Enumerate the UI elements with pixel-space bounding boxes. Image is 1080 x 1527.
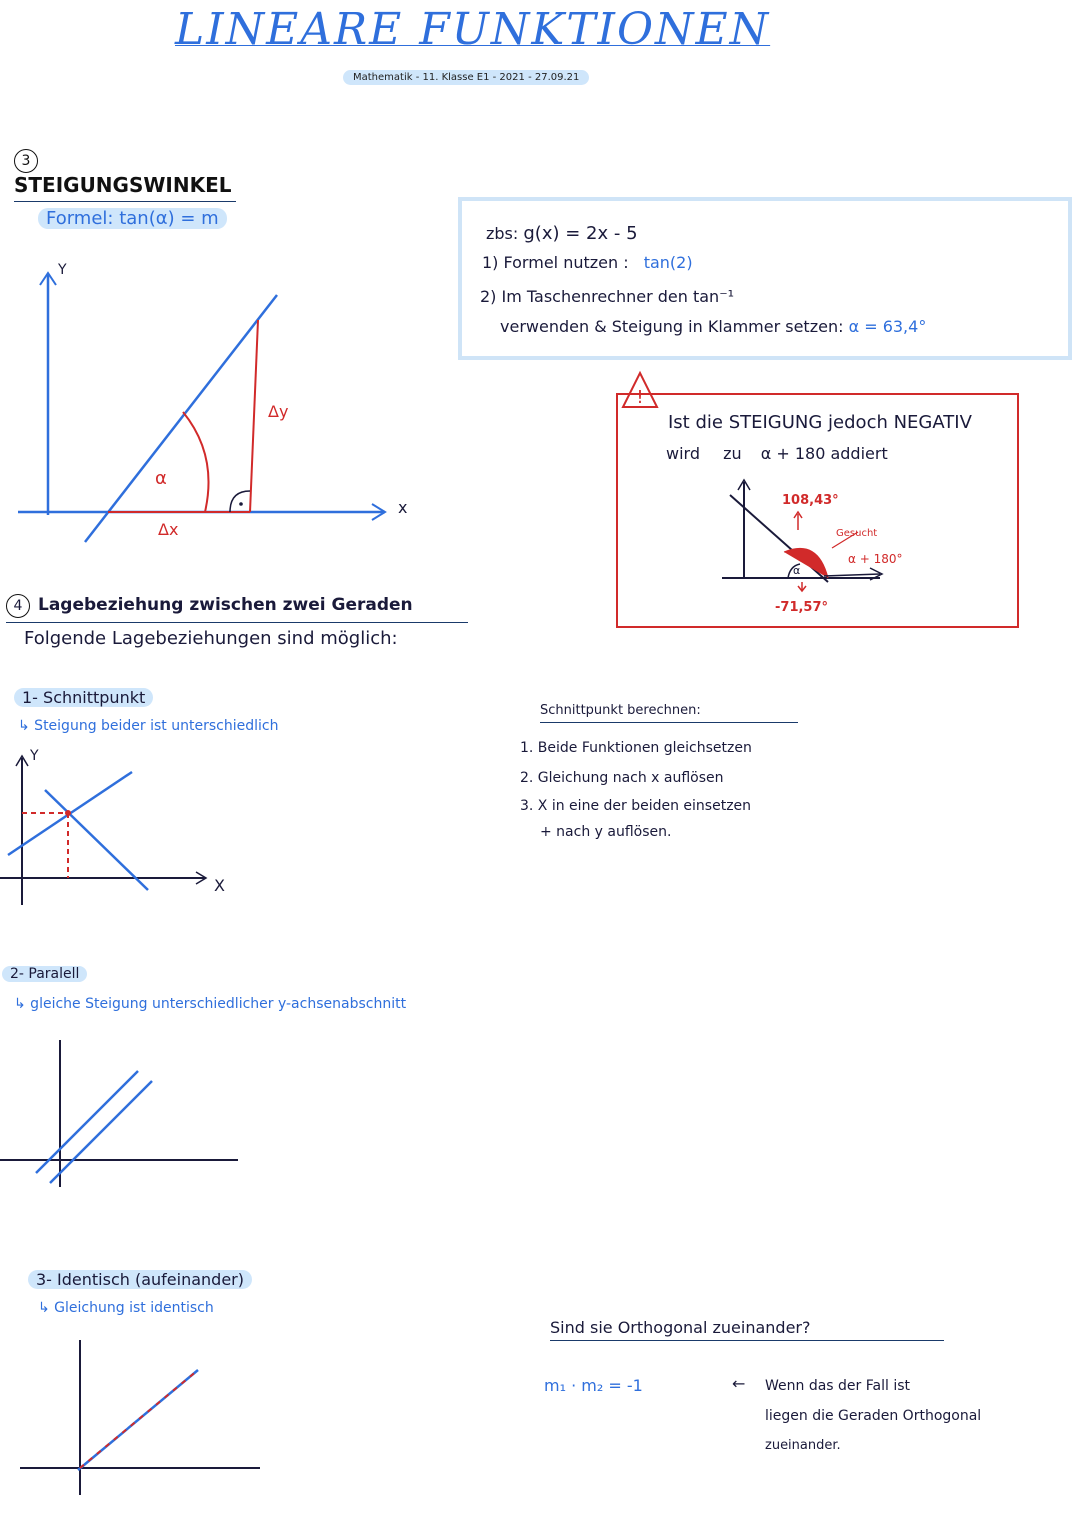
section-number: 3 (14, 149, 38, 173)
section-3-heading (14, 146, 236, 202)
example-box (458, 197, 1072, 360)
identical-lines-diagram (0, 1335, 270, 1505)
negative-bottom-value: -71,57° (775, 600, 829, 615)
orthogonal-note-1: Wenn das der Fall ist (765, 1378, 910, 1394)
example-result: α = 63,4° (848, 317, 927, 336)
intersection-calc-heading: Schnittpunkt berechnen: (540, 703, 798, 723)
item-1-title: 1- Schnittpunkt (14, 688, 153, 707)
intersection-step-3: 3. X in eine der beiden einsetzen (520, 798, 752, 814)
section-4-title: Lagebeziehung zwischen zwei Geraden (38, 595, 413, 615)
orthogonal-question: Sind sie Orthogonal zueinander? (550, 1318, 944, 1341)
slope-line (85, 295, 277, 542)
diagram-x-label: x (398, 498, 408, 517)
parallel-lines-diagram (0, 1035, 250, 1195)
delta-y-line (250, 320, 258, 512)
intersection-step-2: 2. Gleichung nach x auflösen (520, 770, 724, 786)
item-2-title: 2- Paralell (2, 966, 87, 982)
item-2-desc: ↳ gleiche Steigung unterschiedlicher y-achsenabschnitt (14, 996, 407, 1012)
diagram-alpha-label: α (155, 468, 167, 489)
diagram-y-label: Y (58, 262, 67, 278)
negative-alpha-label: α (793, 564, 801, 577)
formula-text: tan(α) = m (119, 208, 219, 229)
right-angle-dot (239, 502, 243, 506)
orthogonal-formula: m₁ · m₂ = -1 (544, 1376, 643, 1395)
slope-angle-diagram (0, 255, 440, 555)
example-tan-value: tan(2) (643, 253, 693, 272)
example-line-3: 2) Im Taschenrechner den tan⁻¹ (480, 287, 735, 306)
svg-text:!: ! (636, 387, 644, 408)
negative-top-value: 108,43° (782, 493, 839, 508)
section-4-heading (6, 594, 468, 623)
sought-formula: α + 180° (848, 552, 903, 566)
item-1-x-label: X (214, 876, 225, 895)
orthogonal-note-3: zueinander. (765, 1438, 841, 1453)
item-3-desc: ↳ Gleichung ist identisch (38, 1300, 214, 1316)
warning-word-1: wird (666, 444, 700, 463)
example-line-2 (482, 253, 693, 272)
section-number: 4 (6, 594, 30, 618)
orthogonal-note-2: liegen die Geraden Orthogonal (765, 1408, 982, 1424)
intersecting-lines-diagram (0, 750, 240, 910)
formula-label: Formel: (46, 208, 114, 229)
section-3-title: STEIGUNGSWINKEL (14, 173, 232, 197)
diagram-dx-label: Δx (158, 520, 179, 539)
intersection-step-4: + nach y auflösen. (540, 824, 672, 840)
alpha-arc (183, 412, 209, 512)
example-function: g(x) = 2x - 5 (523, 223, 638, 244)
example-step-2: verwenden & Steigung in Klammer setzen: (500, 317, 844, 336)
item-1-desc: ↳ Steigung beider ist unterschiedlich (18, 718, 279, 734)
orthogonal-arrow-icon: ← (732, 1374, 746, 1393)
example-prefix: zbs: (486, 224, 519, 243)
right-angle-mark (230, 491, 250, 512)
intersection-step-1: 1. Beide Funktionen gleichsetzen (520, 740, 752, 756)
warning-line-1: Ist die STEIGUNG jedoch NEGATIV (668, 412, 972, 433)
warning-word-2: zu (723, 444, 742, 463)
item-3-title: 3- Identisch (aufeinander) (28, 1270, 252, 1289)
warning-line-2 (666, 444, 888, 463)
example-line-4 (500, 317, 926, 336)
item-1-y-label: Y (30, 748, 39, 764)
example-step-1: 1) Formel nutzen : (482, 253, 629, 272)
example-line-1 (486, 223, 638, 244)
page-title: LINEARE FUNKTIONEN (175, 4, 771, 55)
formula-line (38, 208, 227, 229)
warning-word-3: α + 180 addiert (760, 444, 888, 463)
diagram-dy-label: Δy (268, 402, 289, 421)
section-4-intro: Folgende Lagebeziehungen sind möglich: (24, 628, 398, 649)
sought-label: Gesucht (836, 528, 878, 539)
page-subtitle: Mathematik - 11. Klasse E1 - 2021 - 27.09.21 (343, 70, 589, 85)
